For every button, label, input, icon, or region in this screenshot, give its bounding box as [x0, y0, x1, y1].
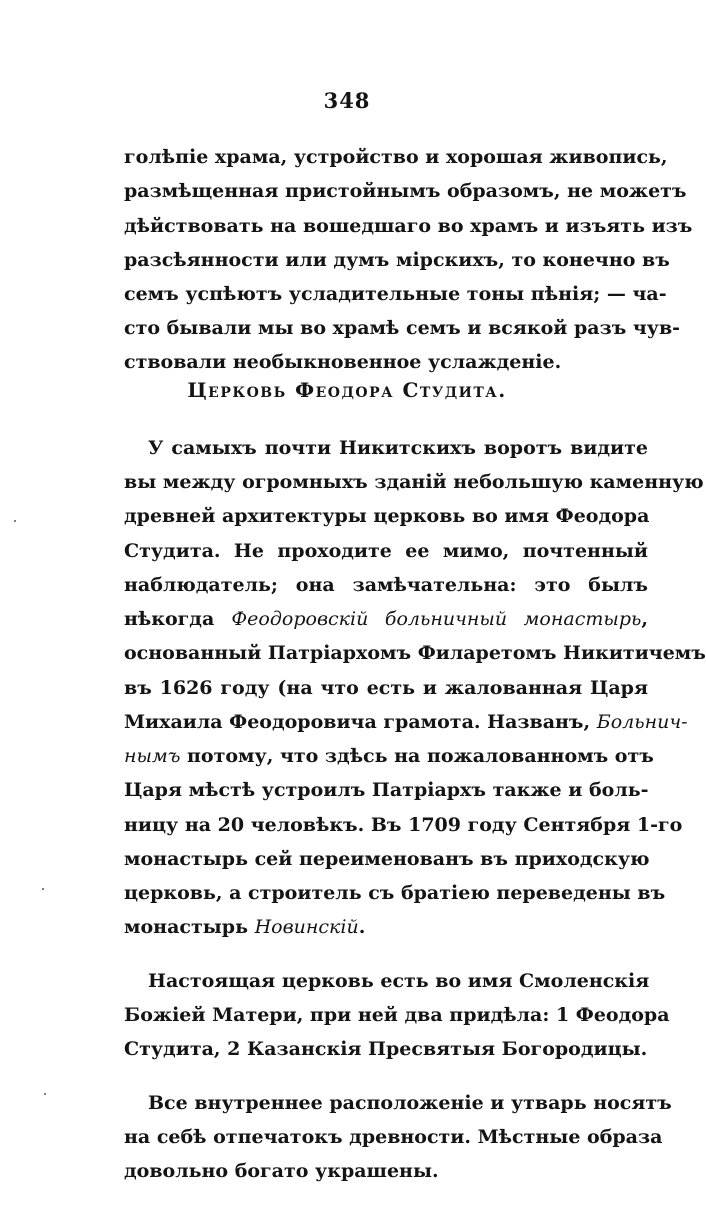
text-run: монастырь [124, 916, 255, 938]
page-number: 348 [323, 88, 371, 113]
paragraph3-line: Студита, 2 Казанскія Пресвятыя Богородицы. [124, 1038, 648, 1060]
paragraph1-line: разсѣянности или думъ мірскихъ, то конечно въ [124, 249, 670, 271]
paragraph2-line: Царя мѣстѣ устроилъ Патріархъ также и боль- [124, 779, 649, 801]
italic-text: Феодоровскій больничный монастырь [231, 608, 642, 630]
paragraph2-line: Студита. Не проходите ее мимо, почтенный [124, 540, 648, 562]
paragraph1-line: сто бывали мы во храмѣ семъ и всякой разъ чув- [124, 317, 681, 339]
text-run: нѣкогда [124, 608, 232, 630]
text-run: потому, что здѣсь на пожалованномъ отъ [180, 745, 654, 767]
paragraph2-line: основанный Патріархомъ Филаретомъ Никитичемъ [124, 642, 706, 664]
italic-text: нымъ [124, 745, 181, 767]
section-heading: Церковь Феодора Студита. [187, 378, 507, 402]
text-run: Михаила Феодоровича грамота. Названъ, [124, 711, 597, 733]
scan-speck [44, 1093, 46, 1095]
scan-speck [42, 888, 44, 890]
paragraph2-line: ницу на 20 человѣкъ. Въ 1709 году Сентября 1-го [124, 814, 683, 836]
paragraph2-line [124, 739, 654, 773]
paragraph2-line: монастырь сей переименованъ въ приходскую [124, 848, 650, 870]
paragraph4-line: довольно богато украшены. [124, 1160, 439, 1182]
paragraph1-line: ствовали необыкновенное услажденіе. [124, 351, 562, 373]
paragraph2-line: наблюдатель; она замѣчательна: это былъ [124, 574, 648, 596]
text-run: . [358, 916, 366, 938]
paragraph3-line: Божіей Матери, при ней два придѣла: 1 Феодора [124, 1004, 670, 1026]
paragraph2-line [124, 602, 648, 636]
paragraph3-line: Настоящая церковь есть во имя Смоленскія [148, 970, 650, 992]
paragraph4-line: Все внутреннее расположеніе и утварь носятъ [148, 1092, 672, 1114]
scan-speck [14, 520, 16, 522]
paragraph4-line: на себѣ отпечатокъ древности. Мѣстные образа [124, 1126, 663, 1148]
paragraph2-line: У самыхъ почти Никитскихъ воротъ видите [148, 437, 648, 459]
paragraph1-line: размѣщенная пристойнымъ образомъ, не можетъ [124, 180, 687, 202]
italic-text: Новинскій [254, 916, 359, 938]
paragraph2-line: церковь, а строитель съ братіею переведены въ [124, 882, 666, 904]
paragraph2-line: древней архитектуры церковь во имя Феодора [124, 505, 650, 527]
paragraph2-line: въ 1626 году (на что есть и жалованная Царя [124, 677, 648, 699]
text-run: , [641, 608, 648, 630]
paragraph1-line: семъ успѣютъ усладительные тоны пѣнія; — ча- [124, 283, 667, 305]
paragraph2-line [124, 705, 688, 739]
italic-text: Больнич- [596, 711, 688, 733]
paragraph2-line [124, 910, 648, 944]
paragraph1-line: дѣйствовать на вошедшаго во храмъ и изъять изъ [124, 215, 693, 237]
paragraph2-line: вы между огромныхъ зданій небольшую каменную [124, 471, 704, 493]
paragraph1-line: голѣпіе храма, устройство и хорошая живопись, [124, 146, 668, 168]
